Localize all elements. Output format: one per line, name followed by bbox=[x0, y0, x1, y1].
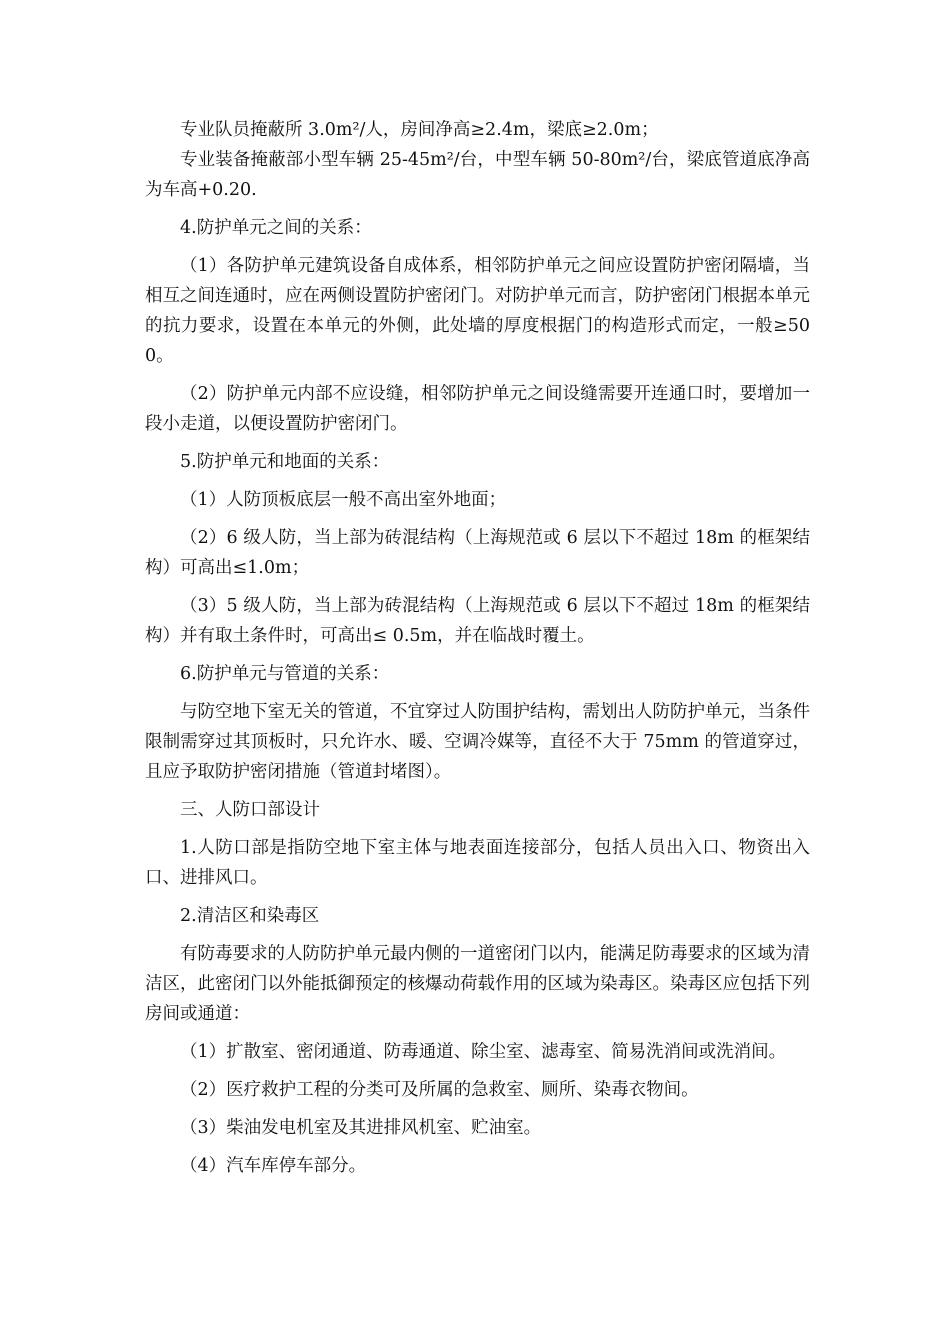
paragraph-unit-ground-2: （2）6 级人防，当上部为砖混结构（上海规范或 6 层以下不超过 18m 的框架结构）可高出≤1.0m； bbox=[145, 528, 810, 578]
paragraph-unit-ground-3: （3）5 级人防，当上部为砖混结构（上海规范或 6 层以下不超过 18m 的框架结构）并有取土条件时，可高出≤ 0.5m，并在临战时覆土。 bbox=[145, 596, 810, 646]
heading-unit-relations: 4.防护单元之间的关系： bbox=[180, 218, 372, 238]
list-item-1: （1）扩散室、密闭通道、防毒通道、除尘室、滤毒室、简易洗消间或洗消间。 bbox=[180, 1042, 787, 1062]
paragraph-unit-relations-1: （1）各防护单元建筑设备自成体系，相邻防护单元之间应设置防护密闭隔墙，当相互之间连通时，应在两侧设置防护密闭门。对防护单元而言，防护密闭门根据本单元的抗力要求，设置在本单元的外侧，此处墙的厚度根据门的构造形式而定，一般≥500。 bbox=[145, 256, 810, 366]
heading-unit-pipes: 6.防护单元与管道的关系： bbox=[180, 664, 390, 684]
list-item-4: （4）汽车库停车部分。 bbox=[180, 1156, 367, 1176]
paragraph-unit-relations-2: （2）防护单元内部不应设缝，相邻防护单元之间设缝需要开连通口时，要增加一段小走道，以便设置防护密闭门。 bbox=[145, 384, 810, 434]
heading-unit-ground: 5.防护单元和地面的关系： bbox=[180, 452, 390, 472]
paragraph-personnel-shelter: 专业队员掩蔽所 3.0m²/人，房间净高≥2.4m，梁底≥2.0m； bbox=[180, 120, 659, 140]
list-item-3: （3）柴油发电机室及其进排风机室、贮油室。 bbox=[180, 1118, 542, 1138]
paragraph-entrance-definition: 1.人防口部是指防空地下室主体与地表面连接部分，包括人员出入口、物资出入口、进排风口。 bbox=[145, 838, 810, 888]
heading-entrance-design: 三、人防口部设计 bbox=[180, 800, 320, 820]
list-item-2: （2）医疗救护工程的分类可及所属的急救室、厕所、染毒衣物间。 bbox=[180, 1080, 699, 1100]
paragraph-equipment-shelter: 专业装备掩蔽部小型车辆 25-45m²/台，中型车辆 50-80m²/台，梁底管道底净高为车高+0.20. bbox=[145, 150, 810, 200]
document-body bbox=[145, 115, 810, 1181]
heading-clean-contaminated: 2.清洁区和染毒区 bbox=[180, 906, 320, 926]
paragraph-clean-contaminated: 有防毒要求的人防防护单元最内侧的一道密闭门以内，能满足防毒要求的区域为清洁区，此密闭门以外能抵御预定的核爆动荷载作用的区域为染毒区。染毒区应包括下列房间或通道： bbox=[145, 944, 810, 1024]
paragraph-unit-ground-1: （1）人防顶板底层一般不高出室外地面； bbox=[180, 490, 507, 510]
paragraph-unit-pipes: 与防空地下室无关的管道，不宜穿过人防围护结构，需划出人防防护单元，当条件限制需穿过其顶板时，只允许水、暖、空调冷媒等，直径不大于 75mm 的管道穿过，且应予取防护密闭措施（管道封堵图）。 bbox=[145, 702, 810, 782]
